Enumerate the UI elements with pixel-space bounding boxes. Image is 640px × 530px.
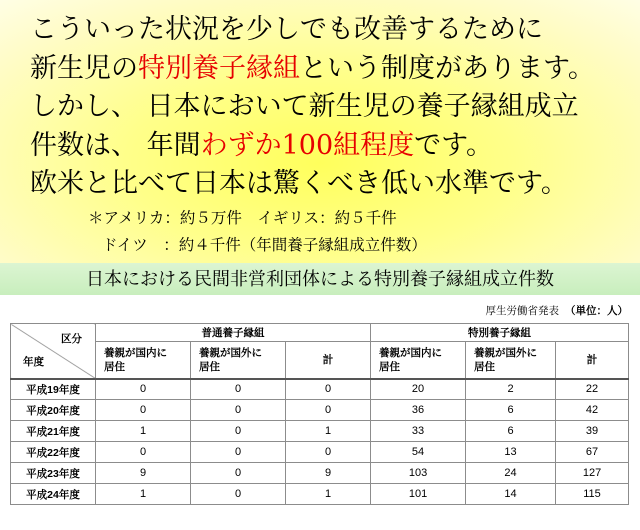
cell-regular-total: 1 <box>286 484 371 505</box>
cell-regular-total: 0 <box>286 379 371 400</box>
message-text: 新生児の <box>30 52 138 84</box>
row-year-label: 平成20年度 <box>11 400 96 421</box>
table-row <box>11 421 629 442</box>
cell-regular-domestic: 1 <box>96 421 191 442</box>
footnote-line-2: ドイツ ：約４千件（年間養子縁組成立件数） <box>102 236 427 254</box>
cell-regular-overseas: 0 <box>191 379 286 400</box>
table-row <box>11 400 629 421</box>
cell-regular-overseas: 0 <box>191 421 286 442</box>
main-message <box>30 11 595 204</box>
row-year-label: 平成22年度 <box>11 442 96 463</box>
cell-regular-domestic: 1 <box>96 484 191 505</box>
highlight-text: 特別養子縁組 <box>138 52 300 84</box>
cell-special-overseas: 24 <box>466 463 556 484</box>
cell-regular-overseas: 0 <box>191 442 286 463</box>
group-header-special-adoption: 特別養子縁組 <box>371 324 629 342</box>
message-line-1: こういった状況を少しでも改善するために <box>30 14 543 45</box>
subheader-regular-total: 計 <box>286 342 371 379</box>
cell-special-total: 127 <box>556 463 629 484</box>
cell-regular-overseas: 0 <box>191 400 286 421</box>
highlight-text: わずか100組程度 <box>200 129 415 161</box>
row-year-label: 平成21年度 <box>11 421 96 442</box>
subheader-special-overseas: 養親が国外に 居住 <box>466 342 556 379</box>
cell-regular-overseas: 0 <box>191 463 286 484</box>
cell-regular-domestic: 0 <box>96 379 191 400</box>
message-line-3: しかし、 日本において新生児の養子縁組成立 <box>30 91 579 122</box>
cell-special-overseas: 6 <box>466 400 556 421</box>
table-header-sub-row <box>11 342 629 379</box>
cell-regular-domestic: 9 <box>96 463 191 484</box>
adoption-statistics-table <box>10 323 629 505</box>
cell-special-total: 115 <box>556 484 629 505</box>
year-header-label: 年度 <box>23 355 44 368</box>
subheader-regular-overseas: 養親が国外に 居住 <box>191 342 286 379</box>
source-label: 厚生労働省発表 <box>485 305 559 317</box>
unit-label: （単位：人） <box>565 305 628 317</box>
cell-special-total: 67 <box>556 442 629 463</box>
corner-header <box>11 324 96 379</box>
subheader-regular-domestic: 養親が国内に 居住 <box>96 342 191 379</box>
cell-special-total: 22 <box>556 379 629 400</box>
cell-special-overseas: 6 <box>466 421 556 442</box>
table-source <box>486 305 629 318</box>
subheader-special-domestic: 養親が国内に 居住 <box>371 342 466 379</box>
cell-regular-total: 0 <box>286 400 371 421</box>
table-row <box>11 463 629 484</box>
row-year-label: 平成24年度 <box>11 484 96 505</box>
cell-special-domestic: 36 <box>371 400 466 421</box>
footnote-line-1: ＊アメリカ：約５万件 イギリス：約５千件 <box>88 209 397 227</box>
message-line-4 <box>30 127 595 166</box>
message-line-5: 欧米と比べて日本は驚くべき低い水準です。 <box>30 168 568 199</box>
cell-regular-total: 9 <box>286 463 371 484</box>
cell-regular-overseas: 0 <box>191 484 286 505</box>
message-text: という制度があります。 <box>300 52 595 84</box>
cell-special-domestic: 33 <box>371 421 466 442</box>
row-year-label: 平成19年度 <box>11 379 96 400</box>
cell-special-domestic: 54 <box>371 442 466 463</box>
cell-special-total: 39 <box>556 421 629 442</box>
cell-regular-domestic: 0 <box>96 400 191 421</box>
cell-regular-domestic: 0 <box>96 442 191 463</box>
cell-special-domestic: 101 <box>371 484 466 505</box>
group-header-regular-adoption: 普通養子縁組 <box>96 324 371 342</box>
table-header-group-row <box>11 324 629 342</box>
message-text: です。 <box>414 129 493 161</box>
cell-special-total: 42 <box>556 400 629 421</box>
message-text: 件数は、 年間 <box>30 129 201 161</box>
message-panel <box>0 0 640 263</box>
table-row <box>11 442 629 463</box>
cell-regular-total: 1 <box>286 421 371 442</box>
row-year-label: 平成23年度 <box>11 463 96 484</box>
cell-special-overseas: 13 <box>466 442 556 463</box>
cell-special-domestic: 103 <box>371 463 466 484</box>
cell-special-domestic: 20 <box>371 379 466 400</box>
category-header-label: 区分 <box>61 333 82 345</box>
subheader-special-total: 計 <box>556 342 629 379</box>
cell-special-overseas: 14 <box>466 484 556 505</box>
cell-regular-total: 0 <box>286 442 371 463</box>
message-line-2 <box>30 50 595 89</box>
table-row <box>11 379 629 400</box>
table-row <box>11 484 629 505</box>
cell-special-overseas: 2 <box>466 379 556 400</box>
table-title-banner: 日本における民間非営利団体による特別養子縁組成立件数 <box>0 263 640 295</box>
